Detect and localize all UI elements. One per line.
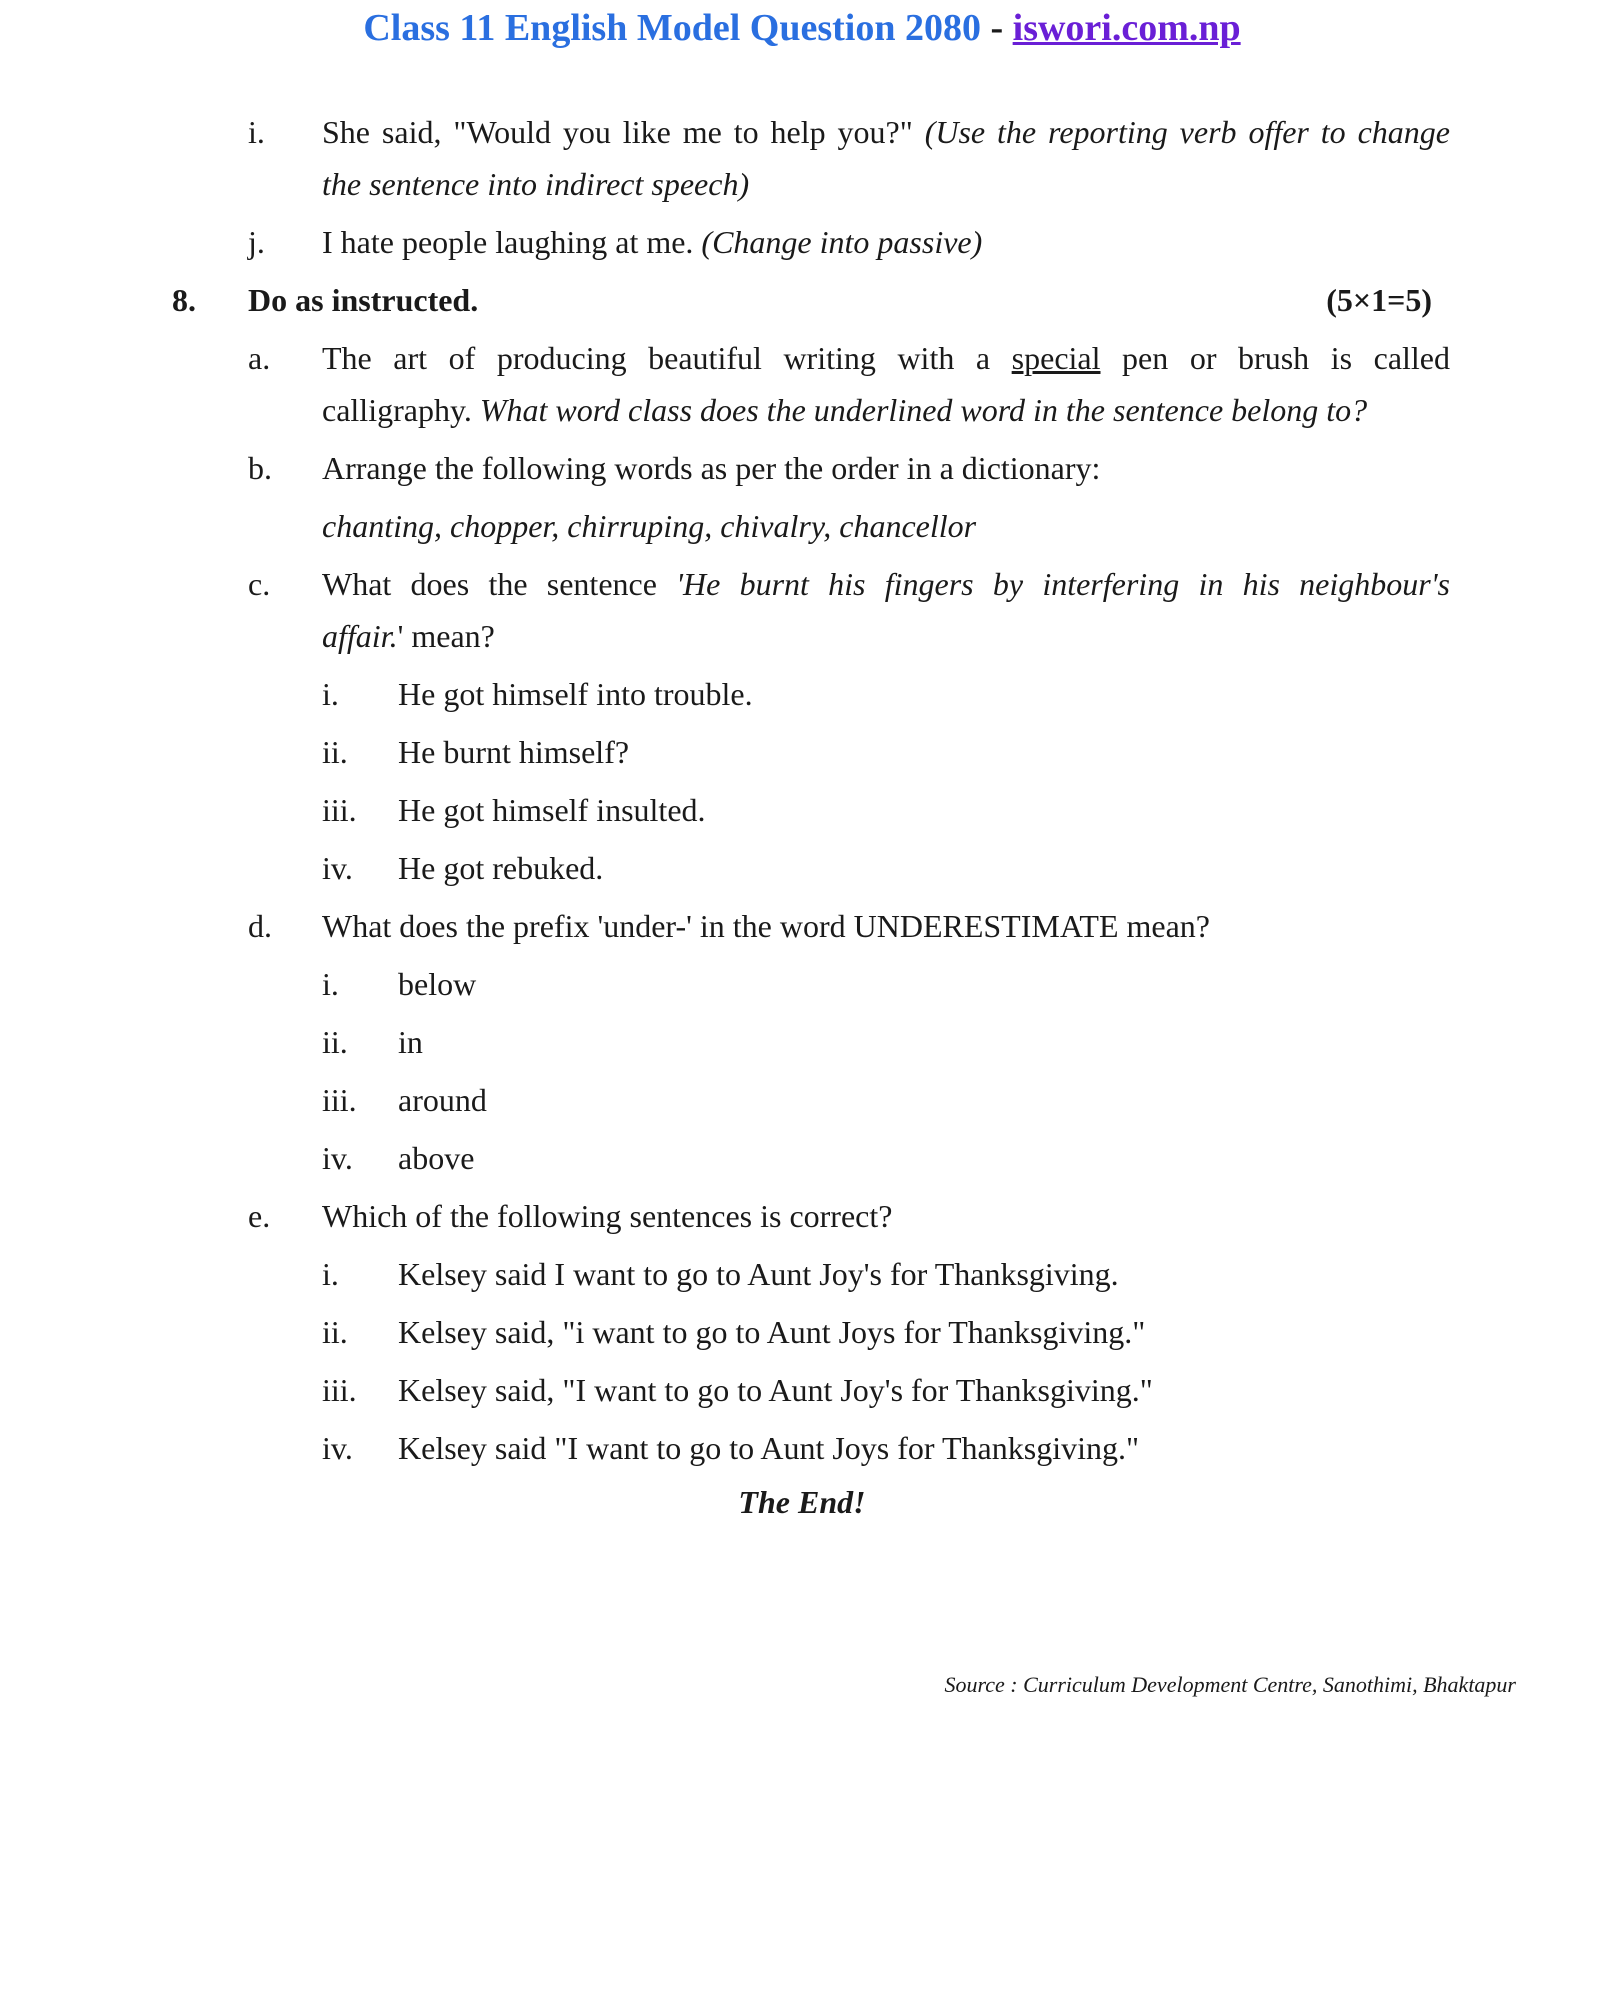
item-j-label: j. (248, 224, 265, 260)
q8a-line1-post: pen or brush is called (1100, 340, 1451, 376)
q8e-option-text: Kelsey said I want to go to Aunt Joy's for Thanksgiving. (398, 1256, 1119, 1292)
item-i-instruction-1: (Use the reporting verb offer to change (924, 114, 1451, 150)
q8c-line1-pre: What does the sentence (322, 566, 677, 602)
q8c-option-text: He got himself insulted. (398, 792, 706, 828)
q8d-option-label: ii. (322, 1024, 348, 1060)
q8a-line1-pre: The art of producing beautiful writing with a (322, 340, 1012, 376)
q8d-option-text: in (398, 1024, 423, 1060)
q8c-line2-post: ' mean? (397, 618, 495, 654)
q8c-option-label: i. (322, 676, 339, 712)
q8c-quote-1: 'He burnt his fingers by interfering in his neighbour's (676, 566, 1450, 602)
q8d-label: d. (248, 908, 272, 944)
q8c-option-label: iii. (322, 792, 357, 828)
q8e-label: e. (248, 1198, 271, 1234)
page-header (0, 6, 1604, 50)
item-j-instruction: (Change into passive) (701, 224, 983, 260)
item-j-text: I hate people laughing at me. (322, 224, 702, 260)
q8a-line2-pre: calligraphy. (322, 392, 480, 428)
q8a-line2 (322, 390, 1367, 430)
q8a-instruction: What word class does the underlined word in the sentence belong to? (479, 392, 1368, 428)
page-title: Class 11 English Model Question 2080 (363, 7, 981, 49)
q8c-quote-2: affair. (322, 618, 398, 654)
q8e-option-label: iii. (322, 1372, 357, 1408)
q8c-line2 (322, 616, 495, 656)
the-end: The End! (738, 1484, 866, 1520)
q8e-text: Which of the following sentences is correct? (322, 1198, 893, 1234)
title-separator: - (980, 7, 1013, 49)
source-note: Source : Curriculum Development Centre, Sanothimi, Bhaktapur (944, 1672, 1516, 1697)
item-i-line1 (322, 112, 1450, 152)
item-i-label: i. (248, 114, 265, 150)
q8e-option-label: ii. (322, 1314, 348, 1350)
q8d-option-label: i. (322, 966, 339, 1002)
item-i-instruction-2: the sentence into indirect speech) (322, 166, 750, 202)
q8e-option-text: Kelsey said "I want to go to Aunt Joys for Thanksgiving." (398, 1430, 1140, 1466)
q8d-text: What does the prefix 'under-' in the word UNDERESTIMATE mean? (322, 908, 1210, 944)
q8c-option-label: iv. (322, 850, 353, 886)
q8a-line1 (322, 338, 1450, 378)
q8c-line1 (322, 564, 1450, 604)
item-i-text: She said, "Would you like me to help you?" (322, 114, 925, 150)
q8c-option-text: He got himself into trouble. (398, 676, 753, 712)
q8a-underlined-word: special (1011, 340, 1101, 376)
q8c-option-text: He got rebuked. (398, 850, 604, 886)
q8d-option-text: above (398, 1140, 475, 1176)
q8c-option-text: He burnt himself? (398, 734, 630, 770)
q8e-option-label: iv. (322, 1430, 353, 1466)
q8d-option-label: iii. (322, 1082, 357, 1118)
question-8-title: Do as instructed. (248, 282, 479, 318)
q8e-option-text: Kelsey said, "i want to go to Aunt Joys for Thanksgiving." (398, 1314, 1146, 1350)
question-8-number: 8. (172, 282, 196, 318)
q8c-option-label: ii. (322, 734, 348, 770)
q8b-text: Arrange the following words as per the order in a dictionary: (322, 450, 1101, 486)
q8c-label: c. (248, 566, 271, 602)
q8d-option-label: iv. (322, 1140, 353, 1176)
q8d-option-text: around (398, 1082, 487, 1118)
q8b-words: chanting, chopper, chirruping, chivalry, chancellor (322, 508, 977, 544)
item-j-line (322, 222, 982, 262)
q8a-label: a. (248, 340, 271, 376)
question-8-marks: (5×1=5) (1326, 282, 1432, 318)
site-link[interactable]: iswori.com.np (1012, 7, 1241, 49)
q8e-option-text: Kelsey said, "I want to go to Aunt Joy's for Thanksgiving." (398, 1372, 1153, 1408)
q8e-option-label: i. (322, 1256, 339, 1292)
q8d-option-text: below (398, 966, 477, 1002)
q8b-label: b. (248, 450, 272, 486)
